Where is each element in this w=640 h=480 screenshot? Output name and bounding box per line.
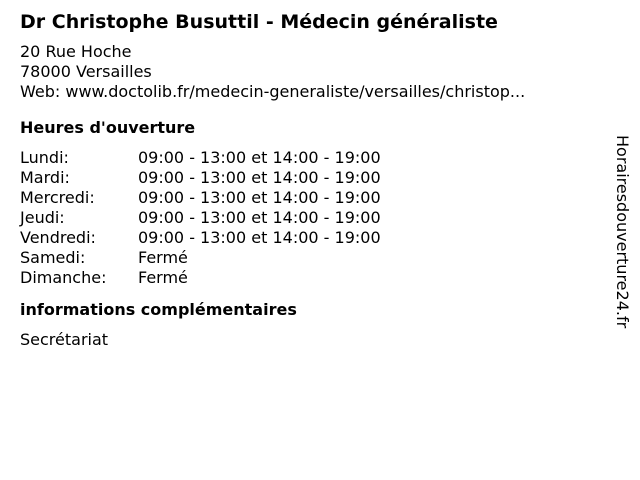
hours-row-mercredi <box>20 188 600 208</box>
day-hours: Fermé <box>138 268 188 287</box>
hours-row-lundi <box>20 148 600 168</box>
site-watermark: Horairesdouverture24.fr <box>613 135 632 329</box>
day-label: Vendredi: <box>20 228 96 247</box>
address-city: 78000 Versailles <box>20 62 152 81</box>
day-label: Mercredi: <box>20 188 95 207</box>
day-label: Samedi: <box>20 248 86 267</box>
address-block <box>20 42 600 102</box>
day-hours: 09:00 - 13:00 et 14:00 - 19:00 <box>138 148 381 167</box>
address-street: 20 Rue Hoche <box>20 42 132 61</box>
opening-hours-heading: Heures d'ouverture <box>20 118 196 137</box>
day-label: Mardi: <box>20 168 70 187</box>
listing-card <box>20 8 600 350</box>
day-hours: 09:00 - 13:00 et 14:00 - 19:00 <box>138 228 381 247</box>
day-hours: Fermé <box>138 248 188 267</box>
hours-row-vendredi <box>20 228 600 248</box>
opening-hours-table <box>20 148 600 288</box>
day-hours: 09:00 - 13:00 et 14:00 - 19:00 <box>138 168 381 187</box>
day-hours: 09:00 - 13:00 et 14:00 - 19:00 <box>138 188 381 207</box>
additional-info-text: Secrétariat <box>20 330 109 349</box>
day-label: Lundi: <box>20 148 69 167</box>
hours-row-jeudi <box>20 208 600 228</box>
hours-row-samedi <box>20 248 600 268</box>
website-link[interactable]: Web: www.doctolib.fr/medecin-generaliste/versailles/christop... <box>20 82 526 101</box>
page-title: Dr Christophe Busuttil - Médecin généraliste <box>20 11 498 33</box>
day-label: Dimanche: <box>20 268 107 287</box>
day-label: Jeudi: <box>20 208 65 227</box>
hours-row-mardi <box>20 168 600 188</box>
day-hours: 09:00 - 13:00 et 14:00 - 19:00 <box>138 208 381 227</box>
additional-info-heading: informations complémentaires <box>20 300 297 319</box>
hours-row-dimanche <box>20 268 600 288</box>
